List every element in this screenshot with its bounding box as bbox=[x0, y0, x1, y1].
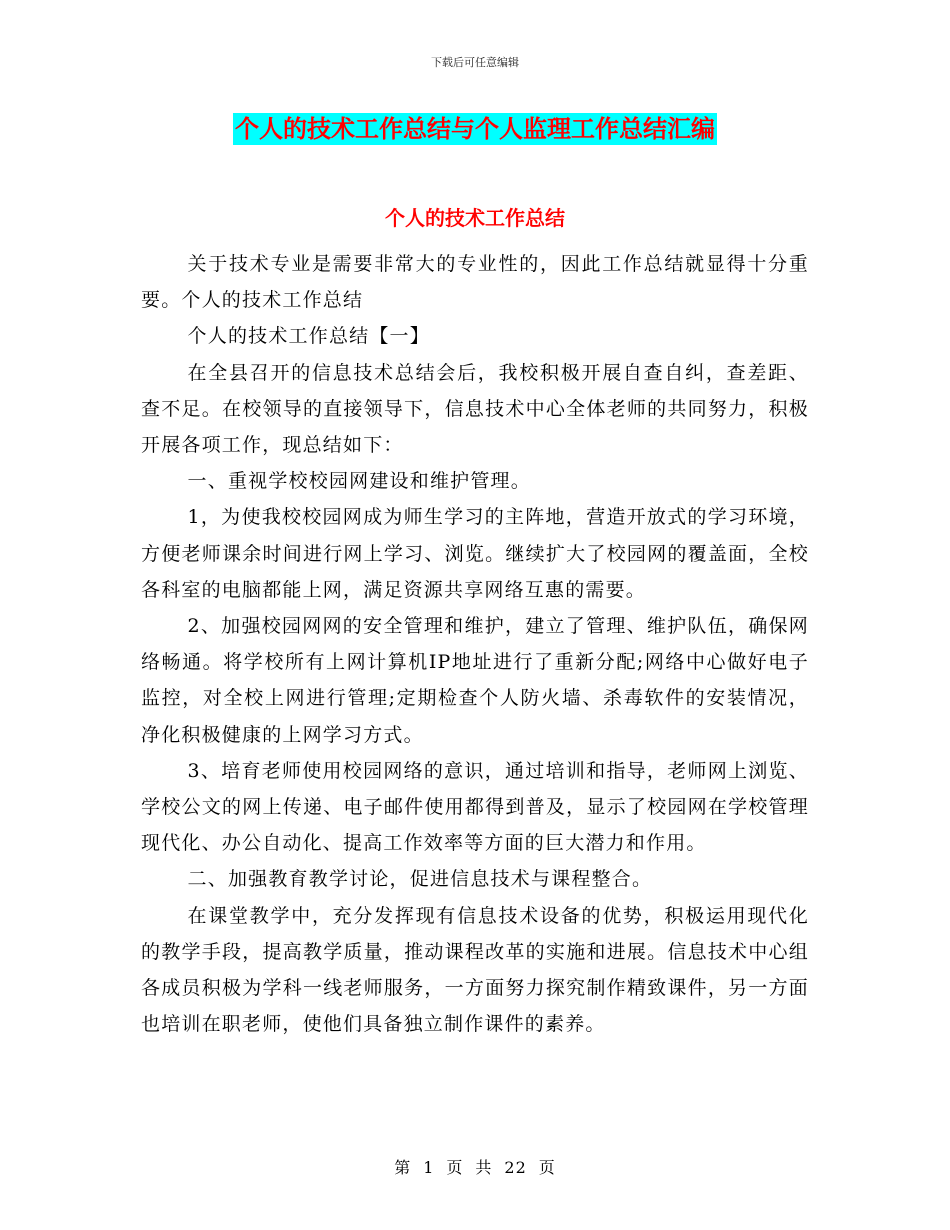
section-title: 个人的技术工作总结 bbox=[385, 206, 565, 230]
paragraph-item-2: 2、加强校园网网的安全管理和维护，建立了管理、维护队伍，确保网络畅通。将学校所有上网计算机IP地址进行了重新分配;网络中心做好电子监控，对全校上网进行管理;定期检查个人防火墙、杀毒软件的安装情况，净化积极健康的上网学习方式。 bbox=[141, 615, 809, 746]
page-footer bbox=[0, 1155, 950, 1178]
document-body bbox=[141, 246, 809, 1042]
paragraph-item-1: 1，为使我校校园网成为师生学习的主阵地，营造开放式的学习环境，方便老师课余时间进行网上学习、浏览。继续扩大了校园网的覆盖面，全校各科室的电脑都能上网，满足资源共享网络互惠的需要。 bbox=[141, 506, 809, 601]
footer-prefix: 第 bbox=[394, 1158, 412, 1177]
footer-suffix: 页 bbox=[538, 1158, 556, 1177]
paragraph-summary-opening: 在全县召开的信息技术总结会后，我校积极开展自查自纠，查差距、查不足。在校领导的直接领导下，信息技术中心全体老师的共同努力，积极开展各项工作，现总结如下： bbox=[141, 361, 809, 457]
paragraph-classroom-teaching: 在课堂教学中，充分发挥现有信息技术设备的优势，积极运用现代化的教学手段，提高教学质量，推动课程改革的实施和进展。信息技术中心组各成员积极为学科一线老师服务，一方面努力探究制作精致课件，另一方面也培训在职老师，使他们具备独立制作课件的素养。 bbox=[141, 904, 809, 1036]
paragraph-subheading-one: 个人的技术工作总结【一】 bbox=[187, 325, 430, 348]
page-header-note: 下载后可任意编辑 bbox=[431, 56, 519, 69]
document-title: 个人的技术工作总结与个人监理工作总结汇编 bbox=[235, 115, 715, 143]
footer-total-word: 共 bbox=[475, 1158, 493, 1177]
paragraph-heading-campus-network: 一、重视学校校园网建设和维护管理。 bbox=[187, 470, 531, 493]
footer-page-word: 页 bbox=[446, 1158, 464, 1177]
paragraph-item-3: 3、培育老师使用校园网络的意识，通过培训和指导，老师网上浏览、学校公文的网上传递、电子邮件使用都得到普及，显示了校园网在学校管理现代化、办公自动化、提高工作效率等方面的巨大潜力和作用。 bbox=[141, 759, 809, 855]
footer-current-page: 1 bbox=[423, 1158, 435, 1177]
footer-total-pages: 22 bbox=[504, 1158, 527, 1177]
paragraph-heading-teaching-research: 二、加强教育教学讨论，促进信息技术与课程整合。 bbox=[187, 868, 653, 891]
paragraph-intro: 关于技术专业是需要非常大的专业性的，因此工作总结就显得十分重要。个人的技术工作总结 bbox=[141, 253, 809, 312]
